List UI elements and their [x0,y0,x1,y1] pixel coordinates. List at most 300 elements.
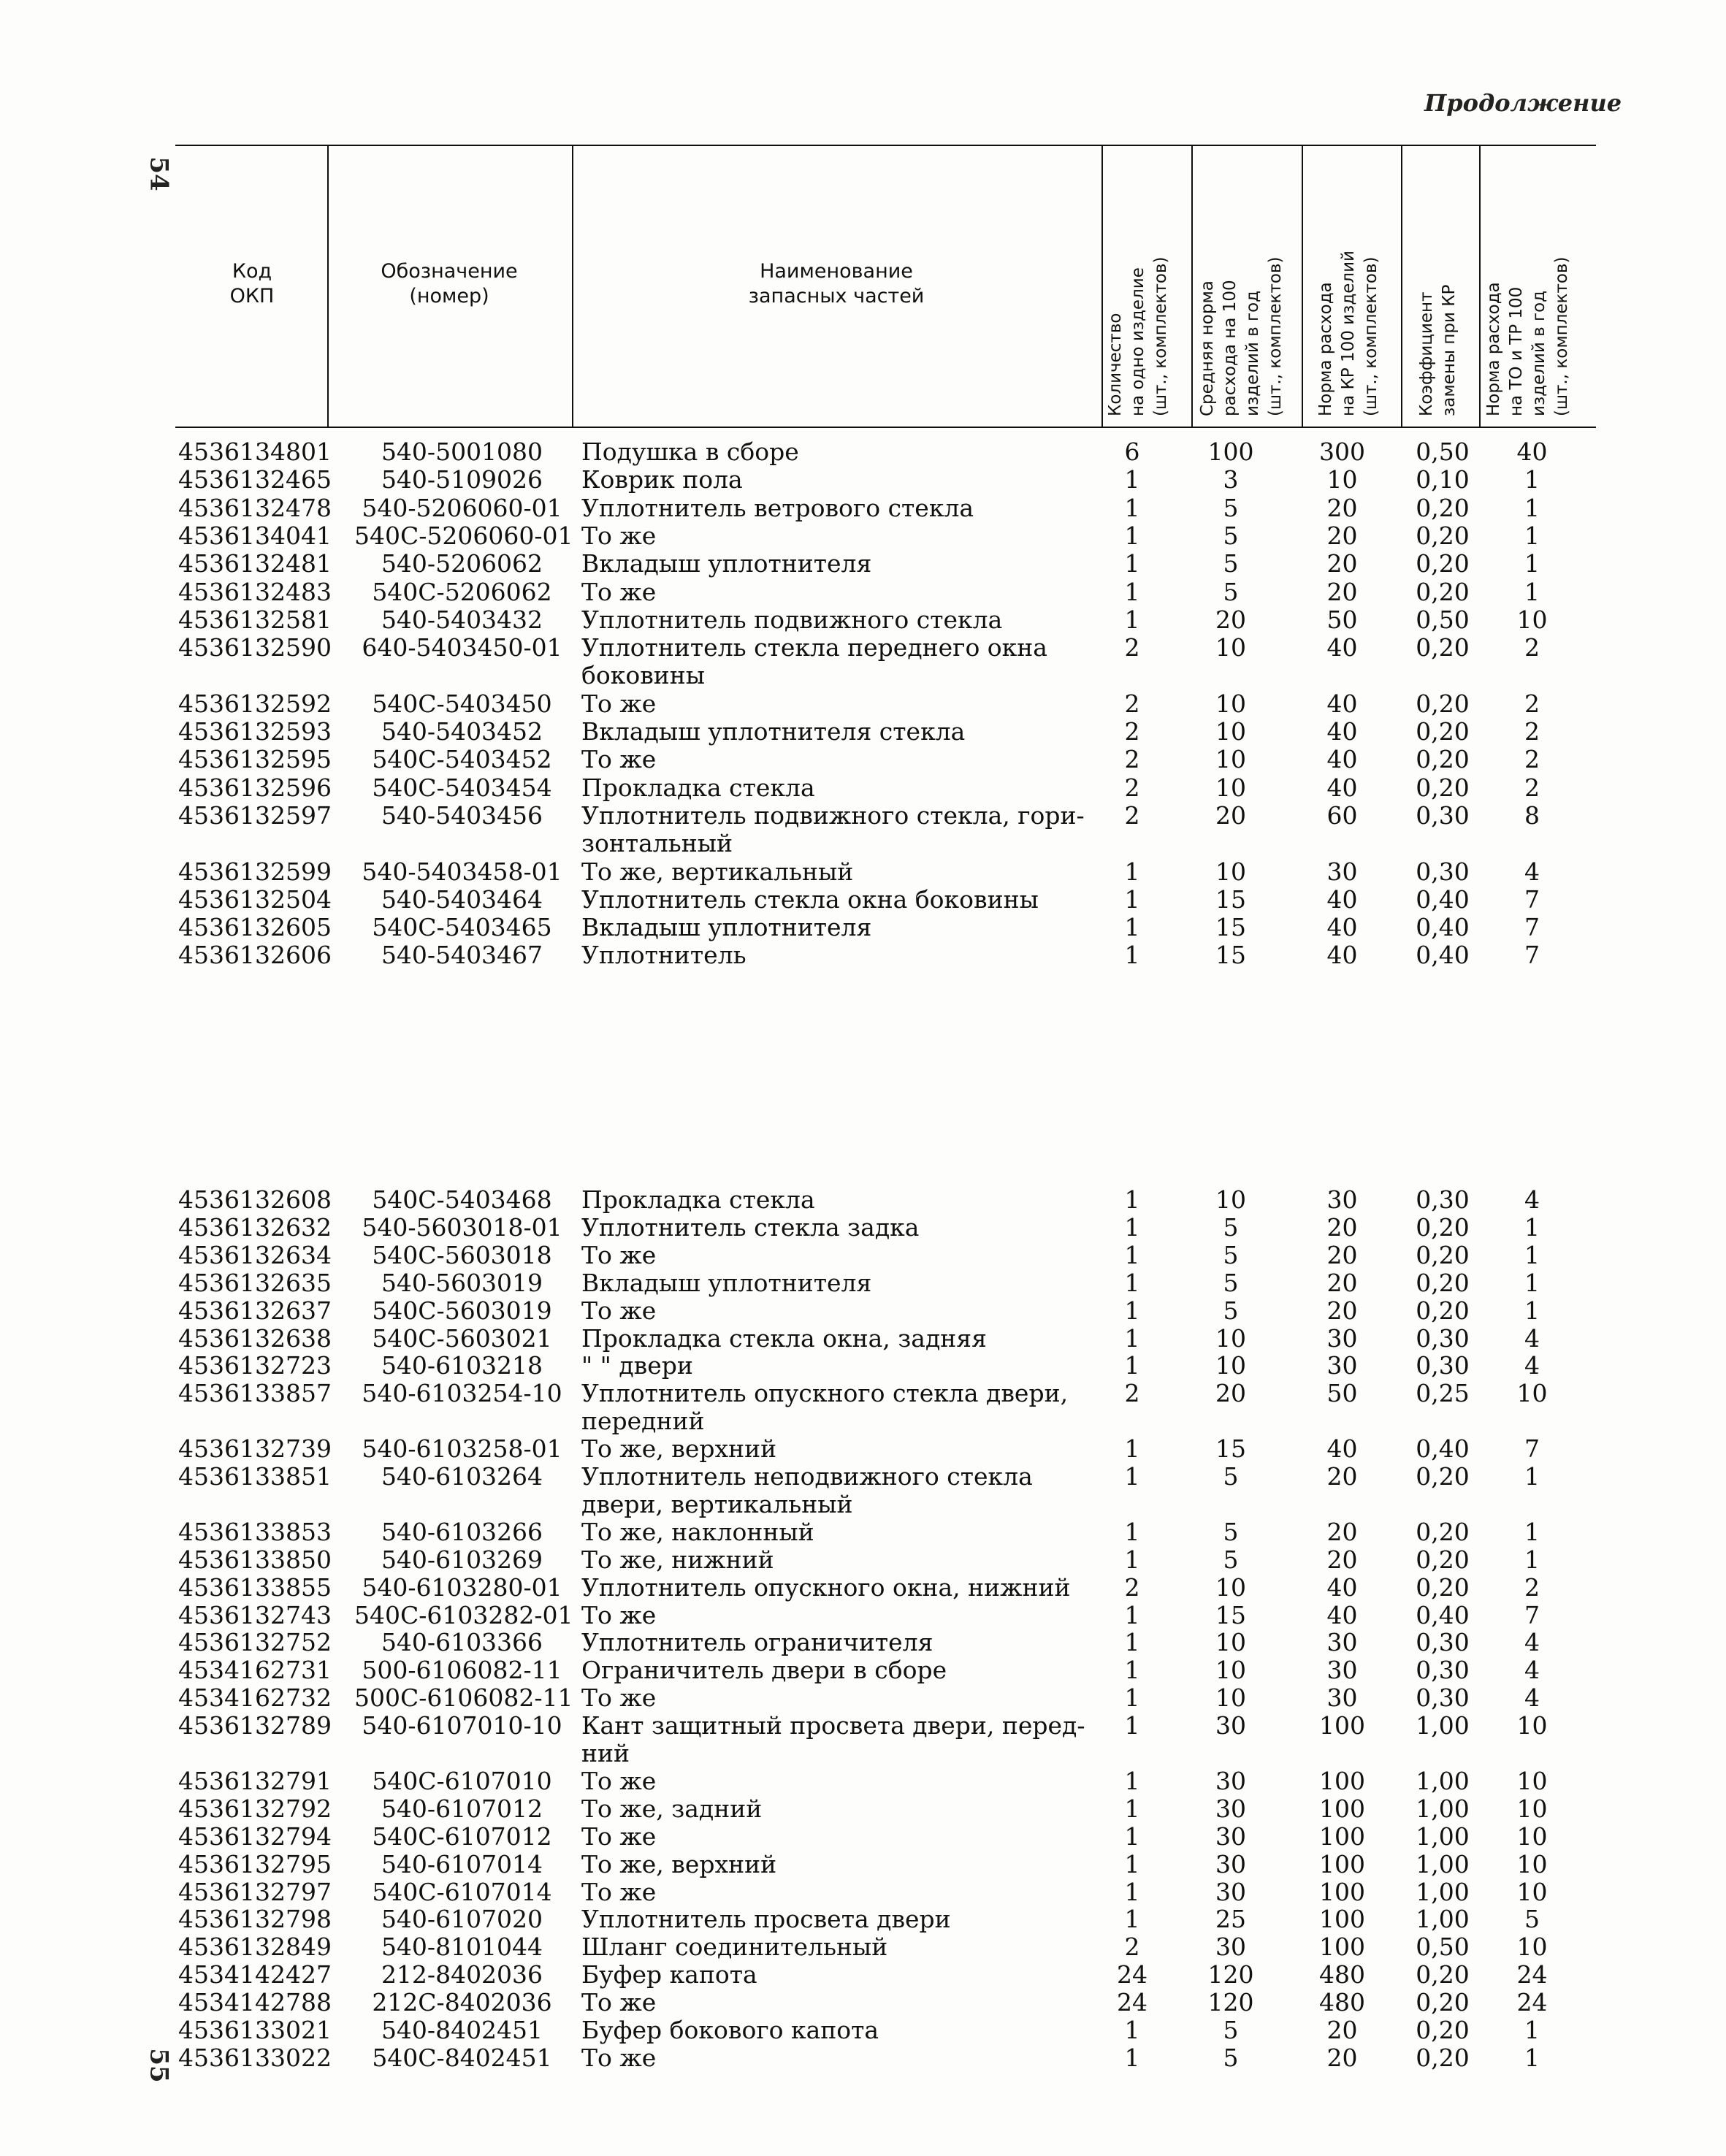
kr-norm-cell: 10 [1326,465,1358,494]
to-norm-cell: 10 [1516,1766,1548,1795]
to-norm-cell: 2 [1524,633,1540,662]
part-name-continuation: передний [581,1407,705,1436]
qty-cell: 1 [1124,1240,1140,1269]
okp-code: 4536134041 [178,521,332,550]
qty-cell: 2 [1124,1572,1140,1602]
okp-code: 4536132632 [178,1212,332,1242]
qty-cell: 1 [1124,1517,1140,1546]
qty-cell: 1 [1124,465,1140,494]
header-name: Наименование запасных частей [748,260,925,307]
to-norm-cell: 1 [1524,2016,1540,2044]
avg-norm-cell: 5 [1223,1545,1239,1574]
qty-cell: 1 [1124,2016,1140,2044]
part-number: 540-6107020 [381,1905,543,1934]
okp-code: 4534142427 [178,1960,332,1989]
kr-norm-cell: 30 [1326,1656,1358,1685]
part-number: 540С-5603019 [372,1296,552,1325]
part-name: То же [581,577,657,606]
part-name: То же, нижний [581,1545,774,1574]
kr-norm-cell: 60 [1326,800,1358,830]
coef-cell: 0,20 [1416,521,1470,550]
table-row [0,634,1726,662]
continuation-label: Продолжение [1424,89,1622,117]
coef-cell: 1,00 [1416,1905,1470,1934]
table-row [0,1712,1726,1740]
qty-cell: 1 [1124,549,1140,578]
qty-cell: 1 [1124,605,1140,634]
okp-code: 4536132605 [178,913,332,942]
kr-norm-cell: 30 [1326,857,1358,886]
coef-cell: 0,40 [1416,1600,1470,1629]
okp-code: 4536133021 [178,2016,332,2044]
qty-cell: 1 [1124,941,1140,970]
kr-norm-cell: 20 [1326,577,1358,606]
part-name: То же [581,1988,657,2017]
qty-cell: 2 [1124,800,1140,830]
okp-code: 4536132595 [178,745,332,774]
col-divider [1479,146,1481,428]
col-divider [1101,146,1103,428]
qty-cell: 1 [1124,1296,1140,1325]
coef-cell: 0,30 [1416,1323,1470,1353]
qty-cell: 1 [1124,1656,1140,1685]
avg-norm-cell: 5 [1223,549,1239,578]
part-name: То же [581,1683,657,1713]
table-row [0,1656,1726,1684]
table-row [0,886,1726,914]
page-number-top: 54 [144,156,174,191]
coef-cell: 0,20 [1416,1240,1470,1269]
part-name: Прокладка стекла [581,773,815,802]
kr-norm-cell: 30 [1326,1683,1358,1713]
coef-cell: 0,20 [1416,745,1470,774]
to-norm-cell: 1 [1524,1296,1540,1325]
table-row [0,522,1726,550]
part-name: То же [581,521,657,550]
kr-norm-cell: 20 [1326,521,1358,550]
to-norm-cell: 2 [1524,745,1540,774]
avg-norm-cell: 30 [1215,1821,1246,1851]
table-row [0,1380,1726,1407]
part-name: Уплотнитель стекла задка [581,1212,920,1242]
kr-norm-cell: 20 [1326,549,1358,578]
part-name: Кант защитный просвета двери, перед- [581,1711,1085,1740]
part-number: 500С-6106082-11 [354,1683,573,1713]
coef-cell: 0,20 [1416,633,1470,662]
okp-code: 4536132581 [178,605,332,634]
table-row [0,1186,1726,1214]
part-name: То же, верхний [581,1434,777,1464]
coef-cell: 1,00 [1416,1711,1470,1740]
col-divider [1302,146,1303,428]
part-name: Прокладка стекла окна, задняя [581,1323,987,1353]
part-name: Буфер бокового капота [581,2016,879,2044]
avg-norm-cell: 15 [1215,1600,1246,1629]
part-name: Вкладыш уплотнителя [581,913,872,942]
coef-cell: 0,20 [1416,1296,1470,1325]
qty-cell: 1 [1124,1711,1140,1740]
to-norm-cell: 10 [1516,1379,1548,1408]
coef-cell: 0,25 [1416,1379,1470,1408]
coef-cell: 0,30 [1416,1351,1470,1380]
kr-norm-cell: 480 [1319,1960,1365,1989]
table-row [0,774,1726,802]
to-norm-cell: 7 [1524,1434,1540,1464]
part-number: 540-5403452 [381,717,543,746]
header-bottom-rule [175,427,1596,428]
qty-cell: 1 [1124,1545,1140,1574]
coef-cell: 0,20 [1416,1517,1470,1546]
part-name: Шланг соединительный [581,1933,888,1962]
table-row [0,1961,1726,1989]
to-norm-cell: 1 [1524,521,1540,550]
qty-cell: 2 [1124,745,1140,774]
okp-code: 4536132590 [178,633,332,662]
header-avg: Средняя норма расхода на 100 изделий в год (шт., комплектов) [1198,256,1285,416]
coef-cell: 0,20 [1416,493,1470,522]
part-number: 540-5206062 [381,549,543,578]
avg-norm-cell: 5 [1223,1268,1239,1297]
table-row [0,2044,1726,2072]
qty-cell: 2 [1124,773,1140,802]
kr-norm-cell: 40 [1326,689,1358,718]
okp-code: 4536132597 [178,800,332,830]
okp-code: 4536132797 [178,1877,332,1906]
to-norm-cell: 10 [1516,605,1548,634]
okp-code: 4536133851 [178,1462,332,1491]
part-number: 540-8402451 [381,2016,543,2044]
okp-code: 4536132478 [178,493,332,522]
part-number: 540С-6103282-01 [354,1600,573,1629]
to-norm-cell: 1 [1524,577,1540,606]
to-norm-cell: 1 [1524,1240,1540,1269]
coef-cell: 0,20 [1416,1988,1470,2017]
qty-cell: 1 [1124,1351,1140,1380]
to-norm-cell: 10 [1516,1933,1548,1962]
part-name: Уплотнитель подвижного стекла [581,605,1003,634]
col-divider [1401,146,1402,428]
part-name: " " двери [581,1351,693,1380]
qty-cell: 1 [1124,1821,1140,1851]
part-number: 540-6103269 [381,1545,543,1574]
coef-cell: 0,20 [1416,577,1470,606]
avg-norm-cell: 3 [1223,465,1239,494]
table-row [0,1463,1726,1491]
coef-cell: 1,00 [1416,1821,1470,1851]
part-name: Уплотнитель [581,941,746,970]
okp-code: 4536132849 [178,1933,332,1962]
okp-code: 4536132791 [178,1766,332,1795]
avg-norm-cell: 120 [1207,1960,1254,1989]
avg-norm-cell: 15 [1215,913,1246,942]
avg-norm-cell: 5 [1223,2016,1239,2044]
coef-cell: 0,20 [1416,549,1470,578]
part-name: Уплотнитель неподвижного стекла [581,1462,1033,1491]
avg-norm-cell: 25 [1215,1905,1246,1934]
part-name: Буфер капота [581,1960,757,1989]
avg-norm-cell: 10 [1215,633,1246,662]
coef-cell: 0,20 [1416,1572,1470,1602]
kr-norm-cell: 40 [1326,717,1358,746]
table-row [0,858,1726,886]
coef-cell: 0,40 [1416,1434,1470,1464]
table-row [0,1269,1726,1297]
page-number-bottom: 55 [144,2048,174,2083]
okp-code: 4536133850 [178,1545,332,1574]
part-name: Уплотнитель ветрового стекла [581,493,974,522]
avg-norm-cell: 5 [1223,1296,1239,1325]
qty-cell: 1 [1124,1794,1140,1823]
avg-norm-cell: 10 [1215,717,1246,746]
okp-code: 4536132794 [178,1821,332,1851]
qty-cell: 1 [1124,493,1140,522]
kr-norm-cell: 20 [1326,1517,1358,1546]
qty-cell: 2 [1124,1379,1140,1408]
kr-norm-cell: 20 [1326,1545,1358,1574]
table-row [0,914,1726,941]
part-name: То же, верхний [581,1849,777,1878]
okp-code: 4534162731 [178,1656,332,1685]
kr-norm-cell: 40 [1326,1572,1358,1602]
part-name: Коврик пола [581,465,743,494]
part-name: Вкладыш уплотнителя [581,1268,872,1297]
okp-code: 4536132592 [178,689,332,718]
part-name: То же, задний [581,1794,763,1823]
okp-code: 4536132795 [178,1849,332,1878]
coef-cell: 0,30 [1416,857,1470,886]
coef-cell: 0,40 [1416,884,1470,914]
table-row [0,1297,1726,1325]
table-row [0,494,1726,522]
coef-cell: 0,30 [1416,1185,1470,1214]
qty-cell: 1 [1124,1849,1140,1878]
avg-norm-cell: 30 [1215,1766,1246,1795]
kr-norm-cell: 30 [1326,1323,1358,1353]
to-norm-cell: 4 [1524,1351,1540,1380]
header-kr: Норма расхода на КР 100 изделий (шт., комплектов) [1316,251,1381,416]
qty-cell: 24 [1117,1988,1148,2017]
to-norm-cell: 1 [1524,549,1540,578]
coef-cell: 0,20 [1416,2043,1470,2072]
to-norm-cell: 1 [1524,1212,1540,1242]
table-row [0,1684,1726,1712]
avg-norm-cell: 5 [1223,1212,1239,1242]
table-row [0,606,1726,634]
avg-norm-cell: 30 [1215,1711,1246,1740]
avg-norm-cell: 5 [1223,493,1239,522]
part-number: 540-5403458-01 [362,857,562,886]
okp-code: 4536132483 [178,577,332,606]
table-row [0,438,1726,466]
part-number: 540С-5206062 [372,577,552,606]
part-number: 540С-5403452 [372,745,552,774]
part-name-continuation: зонтальный [581,829,733,858]
qty-cell: 1 [1124,1434,1140,1464]
to-norm-cell: 24 [1516,1960,1548,1989]
part-name: Уплотнитель подвижного стекла, гори- [581,800,1085,830]
okp-code: 4536132504 [178,884,332,914]
table-row [0,718,1726,746]
coef-cell: 0,10 [1416,465,1470,494]
okp-code: 4536132798 [178,1905,332,1934]
part-name: То же [581,1600,657,1629]
qty-cell: 1 [1124,1462,1140,1491]
qty-cell: 1 [1124,1766,1140,1795]
part-number: 540-5603018-01 [362,1212,562,1242]
okp-code: 4536132634 [178,1240,332,1269]
avg-norm-cell: 10 [1215,1323,1246,1353]
part-name: Уплотнитель опускного стекла двери, [581,1379,1069,1408]
part-number: 540С-5403450 [372,689,552,718]
avg-norm-cell: 10 [1215,1185,1246,1214]
kr-norm-cell: 20 [1326,2016,1358,2044]
kr-norm-cell: 40 [1326,941,1358,970]
part-number: 540-5206060-01 [362,493,562,522]
kr-norm-cell: 480 [1319,1988,1365,2017]
kr-norm-cell: 20 [1326,493,1358,522]
kr-norm-cell: 100 [1319,1794,1365,1823]
qty-cell: 1 [1124,1323,1140,1353]
table-row [0,1878,1726,1906]
okp-code: 4536133853 [178,1517,332,1546]
to-norm-cell: 10 [1516,1849,1548,1878]
avg-norm-cell: 5 [1223,1240,1239,1269]
kr-norm-cell: 40 [1326,913,1358,942]
col-divider [1191,146,1193,428]
to-norm-cell: 7 [1524,1600,1540,1629]
coef-cell: 0,20 [1416,1212,1470,1242]
table-row [0,1989,1726,2017]
coef-cell: 0,30 [1416,1656,1470,1685]
part-name: Прокладка стекла [581,1185,815,1214]
to-norm-cell: 2 [1524,717,1540,746]
part-name: То же, наклонный [581,1517,814,1546]
coef-cell: 0,20 [1416,1545,1470,1574]
header-top-rule [175,145,1596,146]
coef-cell: 0,40 [1416,941,1470,970]
table-row [0,1602,1726,1629]
kr-norm-cell: 300 [1319,437,1365,466]
coef-cell: 0,40 [1416,913,1470,942]
okp-code: 4536132635 [178,1268,332,1297]
part-name: Вкладыш уплотнителя [581,549,872,578]
kr-norm-cell: 100 [1319,1877,1365,1906]
part-name: То же [581,745,657,774]
qty-cell: 1 [1124,577,1140,606]
kr-norm-cell: 40 [1326,633,1358,662]
to-norm-cell: 1 [1524,1545,1540,1574]
part-number: 540С-5403468 [372,1185,552,1214]
part-number: 212-8402036 [381,1960,543,1989]
kr-norm-cell: 20 [1326,1296,1358,1325]
kr-norm-cell: 40 [1326,1600,1358,1629]
part-number: 500-6106082-11 [362,1656,562,1685]
avg-norm-cell: 30 [1215,1794,1246,1823]
part-name-continuation: боковины [581,661,706,690]
to-norm-cell: 10 [1516,1794,1548,1823]
kr-norm-cell: 100 [1319,1821,1365,1851]
qty-cell: 24 [1117,1960,1148,1989]
qty-cell: 1 [1124,1212,1140,1242]
table-row [0,690,1726,718]
kr-norm-cell: 100 [1319,1711,1365,1740]
avg-norm-cell: 5 [1223,577,1239,606]
to-norm-cell: 4 [1524,1185,1540,1214]
header-to: Норма расхода на ТО и ТР 100 изделий в год (шт., комплектов) [1484,256,1571,416]
coef-cell: 0,30 [1416,1628,1470,1657]
to-norm-cell: 40 [1516,437,1548,466]
coef-cell: 0,30 [1416,1683,1470,1713]
coef-cell: 0,50 [1416,437,1470,466]
to-norm-cell: 10 [1516,1877,1548,1906]
to-norm-cell: 2 [1524,1572,1540,1602]
table-row [0,1851,1726,1878]
kr-norm-cell: 40 [1326,773,1358,802]
okp-code: 4536132792 [178,1794,332,1823]
okp-code: 4536133022 [178,2043,332,2072]
avg-norm-cell: 5 [1223,2043,1239,2072]
part-number: 540С-8402451 [372,2043,552,2072]
avg-norm-cell: 10 [1215,745,1246,774]
table-row [0,1325,1726,1353]
okp-code: 4536132752 [178,1628,332,1657]
avg-norm-cell: 10 [1215,1628,1246,1657]
to-norm-cell: 4 [1524,1656,1540,1685]
okp-code: 4534162732 [178,1683,332,1713]
to-norm-cell: 7 [1524,884,1540,914]
to-norm-cell: 1 [1524,465,1540,494]
part-number: 540С-6107014 [372,1877,552,1906]
part-number: 540С-5206060-01 [354,521,573,550]
avg-norm-cell: 10 [1215,1572,1246,1602]
kr-norm-cell: 50 [1326,605,1358,634]
okp-code: 4536132739 [178,1434,332,1464]
kr-norm-cell: 40 [1326,745,1358,774]
to-norm-cell: 10 [1516,1821,1548,1851]
kr-norm-cell: 30 [1326,1628,1358,1657]
part-number: 540-6103254-10 [362,1379,562,1408]
avg-norm-cell: 10 [1215,857,1246,886]
table-row [0,802,1726,830]
qty-cell: 1 [1124,857,1140,886]
part-number: 540-5109026 [381,465,543,494]
part-name: То же [581,1877,657,1906]
table-row [0,1574,1726,1602]
qty-cell: 6 [1124,437,1140,466]
to-norm-cell: 1 [1524,493,1540,522]
part-number: 540-5603019 [381,1268,543,1297]
qty-cell: 1 [1124,1185,1140,1214]
coef-cell: 0,20 [1416,689,1470,718]
part-number: 540С-5603018 [372,1240,552,1269]
to-norm-cell: 7 [1524,941,1540,970]
coef-cell: 1,00 [1416,1766,1470,1795]
to-norm-cell: 4 [1524,1628,1540,1657]
kr-norm-cell: 40 [1326,1434,1358,1464]
okp-code: 4536132593 [178,717,332,746]
qty-cell: 2 [1124,633,1140,662]
avg-norm-cell: 15 [1215,941,1246,970]
kr-norm-cell: 20 [1326,1240,1358,1269]
part-name: То же [581,1821,657,1851]
table-row [0,1767,1726,1795]
kr-norm-cell: 100 [1319,1766,1365,1795]
part-number: 540-5403467 [381,941,543,970]
kr-norm-cell: 40 [1326,884,1358,914]
qty-cell: 1 [1124,1905,1140,1934]
part-number: 212С-8402036 [372,1988,552,2017]
qty-cell: 1 [1124,884,1140,914]
